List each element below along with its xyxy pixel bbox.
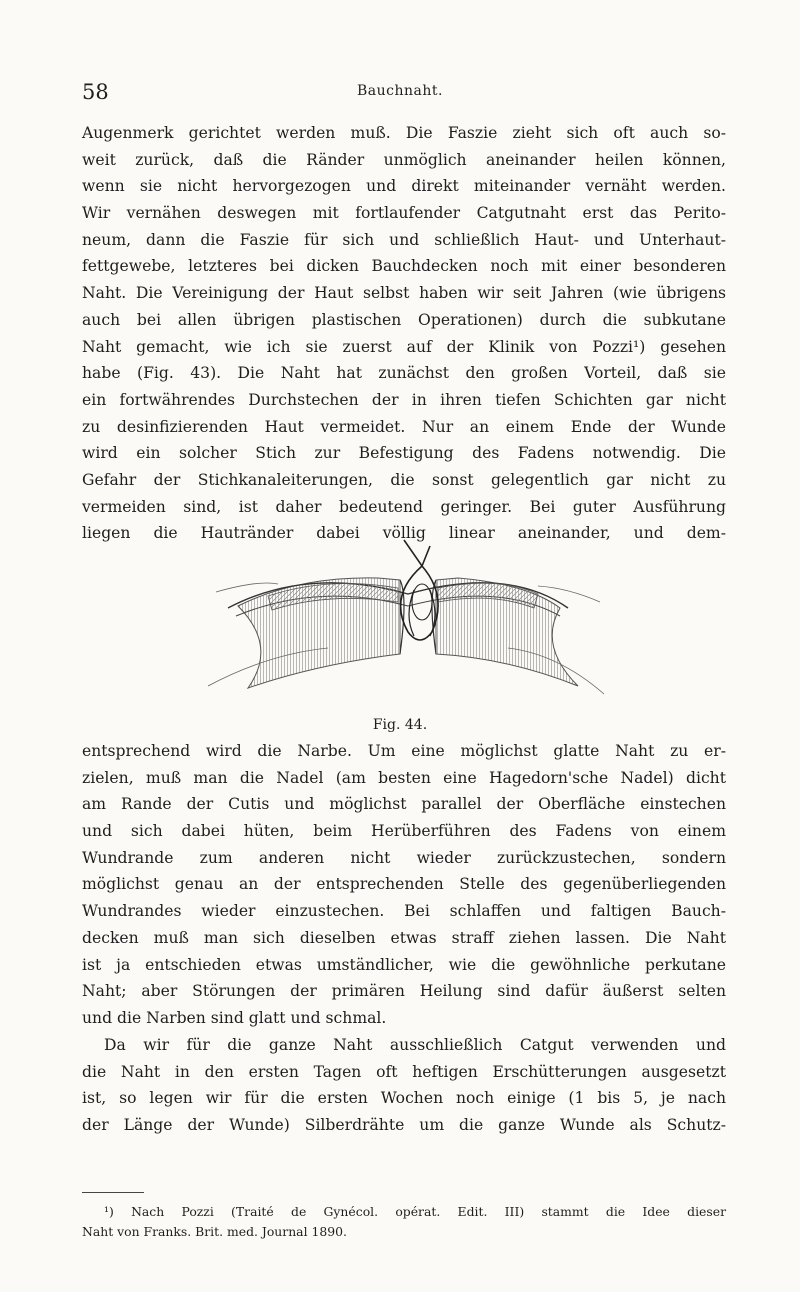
paragraph-1-line: Gefahr der Stichkanaleiterungen, die sonst gelegentlich gar nicht zu xyxy=(82,470,726,489)
paragraph-3-line: die Naht in den ersten Tagen oft heftigen Erschütterungen ausgesetzt xyxy=(82,1062,726,1081)
paragraph-1 xyxy=(82,120,726,547)
subcutaneous-suture-illustration xyxy=(208,536,608,708)
paragraph-3-line: der Länge der Wunde) Silberdrähte um die ganze Wunde als Schutz- xyxy=(82,1116,726,1135)
paragraph-1-line: Naht gemacht, wie ich sie zuerst auf der Klinik von Pozzi¹) gesehen xyxy=(82,337,726,356)
paragraph-1-line: neum, dann die Faszie für sich und schließlich Haut- und Unterhaut- xyxy=(82,230,726,249)
paragraph-1-line: liegen die Hautränder dabei völlig linear aneinander, und dem- xyxy=(82,524,726,543)
paragraph-1-line: Naht. Die Vereinigung der Haut selbst haben wir seit Jahren (wie übrigens xyxy=(82,284,726,303)
footnote-rule xyxy=(82,1192,144,1193)
paragraph-1-line: zu desinfizierenden Haut vermeidet. Nur an einem Ende der Wunde xyxy=(82,417,726,436)
paragraph-1-line: weit zurück, daß die Ränder unmöglich aneinander heilen können, xyxy=(82,150,726,169)
paragraph-2 xyxy=(82,738,726,1032)
running-head: Bauchnaht. xyxy=(357,83,443,99)
paragraph-1-line: vermeiden sind, ist daher bedeutend geringer. Bei guter Ausführung xyxy=(82,497,726,516)
figure-44 xyxy=(208,536,608,708)
paragraph-2-line: möglichst genau an der entsprechenden Stelle des gegenüberliegenden xyxy=(82,875,726,894)
figure-caption: Fig. 44. xyxy=(372,717,428,733)
paragraph-2-line: Wundrande zum anderen nicht wieder zurückzustechen, sondern xyxy=(82,848,726,867)
paragraph-3-line: Da wir für die ganze Naht ausschließlich Catgut verwenden und xyxy=(104,1036,726,1054)
needle xyxy=(404,540,430,566)
paragraph-2-line: am Rande der Cutis und möglichst parallel der Oberfläche einstechen xyxy=(82,795,726,814)
footnote-line: Naht von Franks. Brit. med. Journal 1890. xyxy=(82,1224,347,1239)
paragraph-2-line: Naht; aber Störungen der primären Heilung sind dafür äußerst selten xyxy=(82,982,726,1001)
paragraph-2-line: und die Narben sind glatt und schmal. xyxy=(82,1008,387,1027)
paragraph-2-line: und sich dabei hüten, beim Herüberführen des Fadens von einem xyxy=(82,822,726,841)
paragraph-1-line: auch bei allen übrigen plastischen Operationen) durch die subkutane xyxy=(82,310,726,329)
paragraph-1-line: wird ein solcher Stich zur Befestigung des Fadens notwendig. Die xyxy=(82,444,726,463)
paragraph-2-line: Wundrandes wieder einzustechen. Bei schlaffen und faltigen Bauch- xyxy=(82,902,726,921)
paragraph-1-line: habe (Fig. 43). Die Naht hat zunächst den großen Vorteil, daß sie xyxy=(82,364,726,383)
footnote-line: ¹) Nach Pozzi (Traité de Gynécol. opérat. Edit. III) stammt die Idee dieser xyxy=(104,1204,726,1219)
paragraph-1-line: Augenmerk gerichtet werden muß. Die Faszie zieht sich oft auch so- xyxy=(82,124,726,142)
paragraph-2-line: ist ja entschieden etwas umständlicher, wie die gewöhnliche perkutane xyxy=(82,955,726,974)
paragraph-1-line: fettgewebe, letzteres bei dicken Bauchdecken noch mit einer besonderen xyxy=(82,257,726,276)
page-number: 58 xyxy=(82,80,109,104)
paragraph-2-line: entsprechend wird die Narbe. Um eine möglichst glatte Naht zu er- xyxy=(82,742,726,760)
paragraph-1-line: wenn sie nicht hervorgezogen und direkt miteinander vernäht werden. xyxy=(82,177,726,196)
paragraph-1-line: Wir vernähen deswegen mit fortlaufender Catgutnaht erst das Perito- xyxy=(82,204,726,223)
paragraph-1-line: ein fortwährendes Durchstechen der in ihren tiefen Schichten gar nicht xyxy=(82,390,726,409)
footnote xyxy=(82,1202,726,1242)
paragraph-2-line: zielen, muß man die Nadel (am besten eine Hagedorn'sche Nadel) dicht xyxy=(82,768,726,787)
paragraph-3-line: ist, so legen wir für die ersten Wochen noch einige (1 bis 5, je nach xyxy=(82,1089,726,1108)
paragraph-3 xyxy=(82,1032,726,1139)
paragraph-2-line: decken muß man sich dieselben etwas straff ziehen lassen. Die Naht xyxy=(82,928,726,947)
